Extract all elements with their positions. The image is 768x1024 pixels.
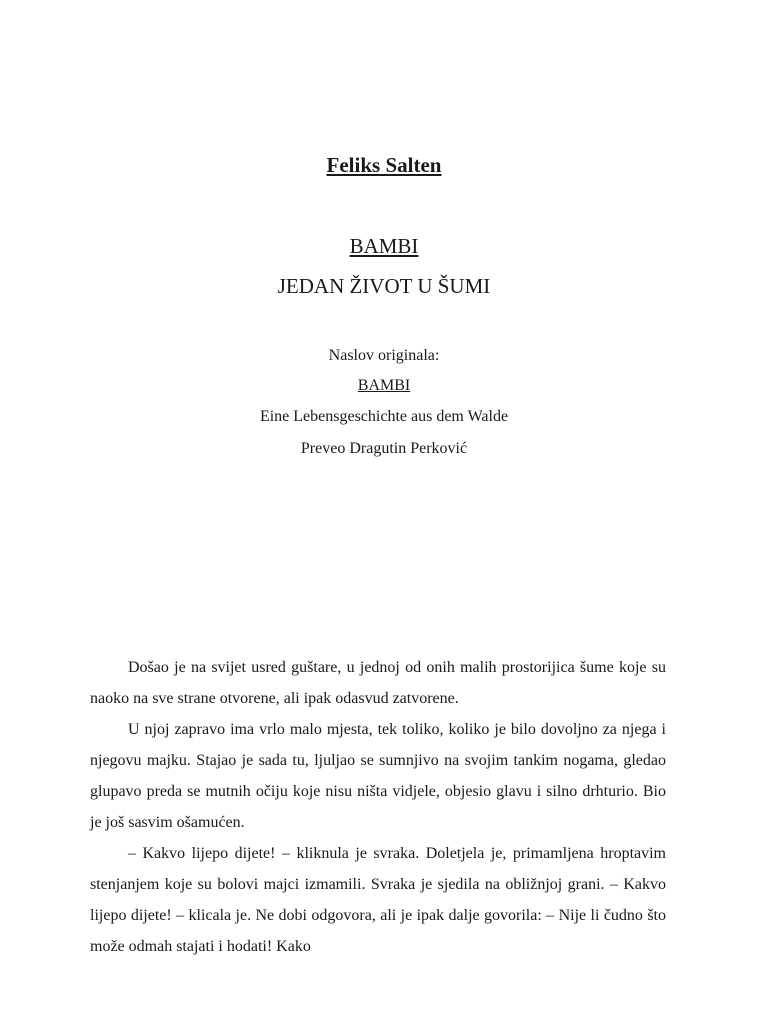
- original-title: BAMBI: [357, 377, 411, 394]
- paragraph: U njoj zapravo ima vrlo malo mjesta, tek toliko, koliko je bilo dovoljno za njega i njegovu majku. Stajao je sada tu, ljuljao se sumnjivo na svojim tankim nogama, gledao glupavo preda se mutnih očiju koje nisu ništa vidjele, objesio glavu i silno drhturio. Bio je još sasvim ošamućen.: [90, 721, 666, 831]
- translator-credit: Preveo Dragutin Perković: [300, 440, 468, 457]
- book-subtitle: JEDAN ŽIVOT U ŠUMI: [277, 274, 491, 298]
- body-text: [90, 652, 666, 962]
- paragraph: Došao je na svijet usred guštare, u jednoj od onih malih prostorijica šume koje su naoko na sve strane otvorene, ali ipak odasvud zatvorene.: [90, 659, 666, 707]
- original-title-label: Naslov originala:: [328, 347, 440, 364]
- paragraph: – Kakvo lijepo dijete! – kliknula je svraka. Doletjela je, primamljena hroptavim stenjanjem koje su bolovi majci izmamili. Svraka je sjedila na obližnjoj grani. – Kakvo lijepo dijete! – klicala je. Ne dobi odgovora, ali je ipak dalje govorila: – Nije li čudno što može odmah stajati i hodati! Kako: [90, 845, 666, 955]
- author-name: Feliks Salten: [326, 153, 442, 177]
- original-subtitle: Eine Lebensgeschichte aus dem Walde: [259, 408, 509, 425]
- book-title: BAMBI: [349, 234, 419, 258]
